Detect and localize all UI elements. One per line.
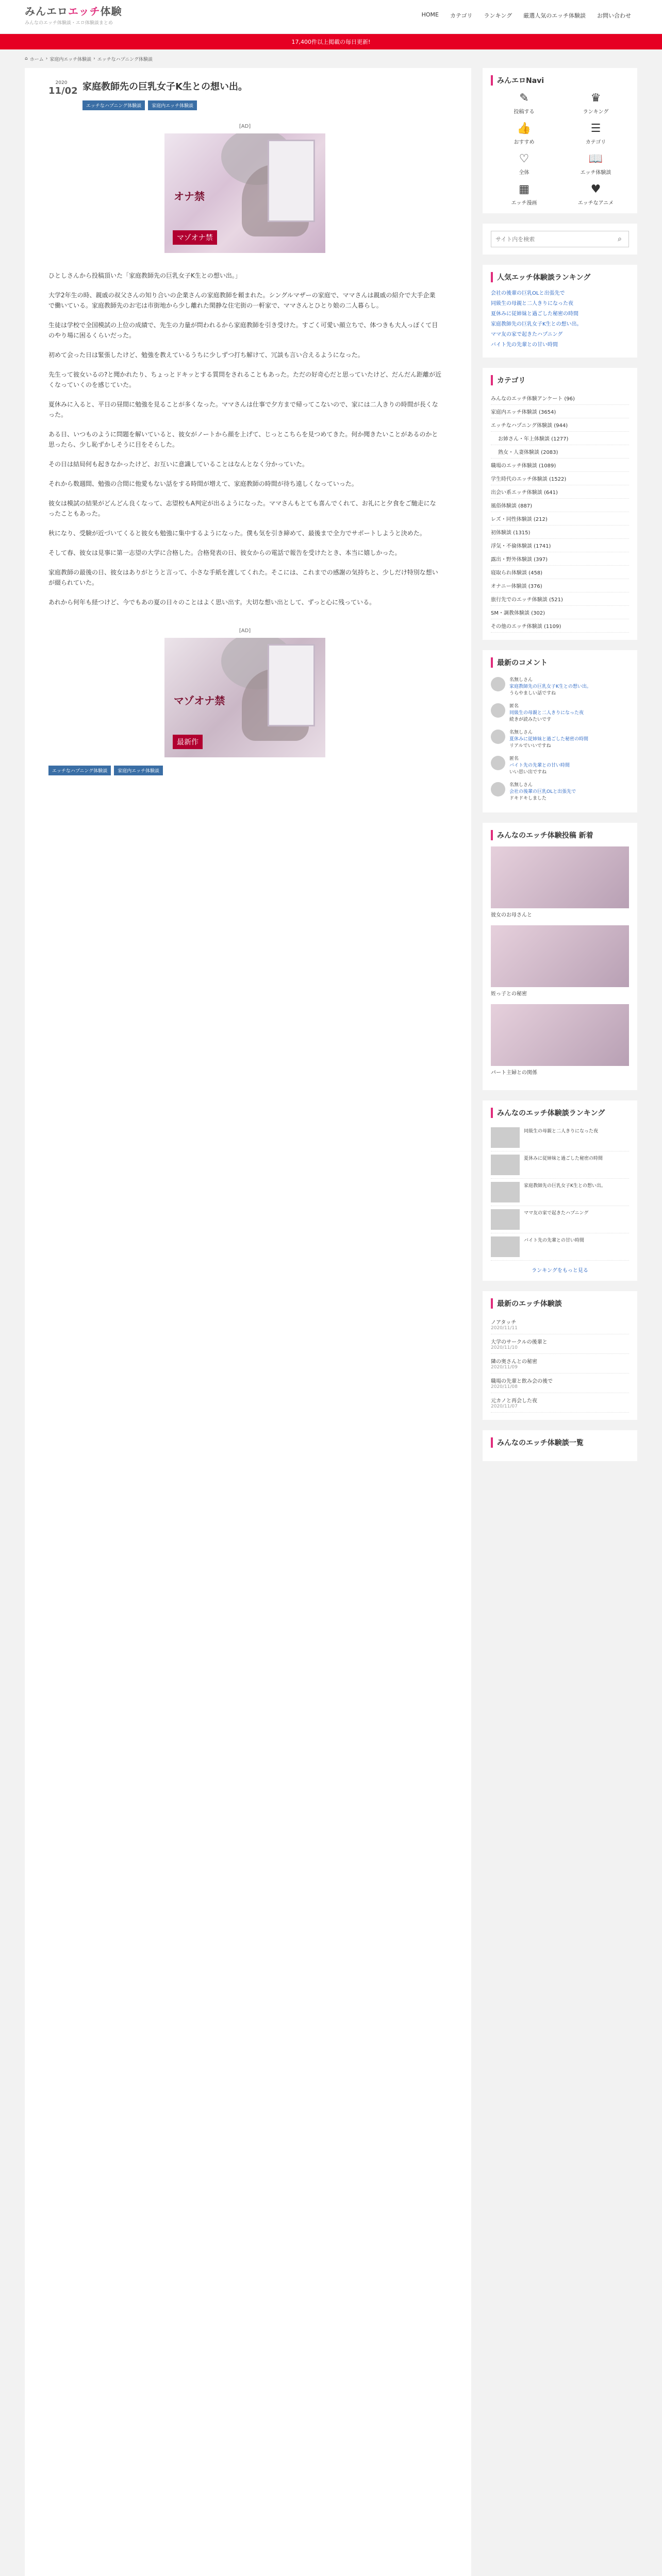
more-ranking-link[interactable]: ランキングをもっと見る [532,1268,588,1274]
pickup-thumbnail [491,846,629,908]
promo-banner[interactable] [0,34,662,49]
list-title: みんなのエッチ体験談一覧 [491,1437,629,1448]
ad-image[interactable] [164,133,325,253]
search-panel [483,224,637,255]
comment-body: いい思い出ですね [509,770,547,775]
ranking2-thumbnail [491,1127,520,1148]
comments-title: 最新のコメント [491,657,629,668]
pickup-caption: 彼女のお母さんと [491,912,532,918]
latest-date: 2020/11/08 [491,1384,518,1389]
category-item[interactable]: 初体験談 (1315) [491,526,629,539]
comment-text-block [509,730,588,750]
article-paragraph: 夏休みに入ると、平日の昼間に勉強を見ることが多くなった。ママさんは仕事で夕方まで帰ってこないので、家には二人きりの時間が長くなった。 [48,401,438,418]
latest-item[interactable] [491,1393,629,1413]
category-title: カテゴリ [491,375,629,385]
category-item[interactable]: 浮気・不倫体験談 (1741) [491,539,629,552]
ranking2-thumbnail [491,1209,520,1230]
ranking2-thumbnail [491,1236,520,1257]
logo-accent: エッチ [68,5,101,18]
bottom-tag-1[interactable]: エッチなハプニング体験談 [48,766,111,775]
search-input[interactable] [491,231,611,247]
ad-title: オナ禁 [174,190,205,202]
article-paragraph: 生徒は学校で全国模試の上位の成績で、先生の力量が問われるから家庭教師を引き受けた。すごく可愛い顔立ちで、体つきも大人っぽくて目のやり場に困るくらいだった。 [48,321,438,339]
comment-post-link[interactable]: 会社の後輩の巨乳OLと出張先で [509,789,576,794]
search-box [491,231,629,247]
ranking-item[interactable]: ママ友の家で起きたハプニング [491,332,563,337]
category-item[interactable]: 旅行先でのエッチ体験談 (521) [491,592,629,606]
logo-main: みんエロ [25,5,68,18]
article [25,68,471,2576]
ad-label-2: [AD] [239,628,251,634]
ranking-title: 人気エッチ体験談ランキング [491,272,629,282]
article-paragraph: あれから何年も経つけど、今でもあの夏の日々のことはよく思い出す。大切な想い出として、ずっと心に残っている。 [48,599,376,606]
ad-label: [AD] [239,124,251,129]
article-paragraph: 先生って彼女いるの?と聞かれたり、ちょっとドキッとする質問をされることもあった。ただの好奇心だと思っていたけど、だんだん距離が近くなっていくのを感じていた。 [48,371,442,388]
ranking2-label: 夏休みに従姉妹と過ごした秘密の時間 [524,1156,603,1161]
heart-icon: ♡ [519,152,529,165]
comment-author: 名無しさん [509,730,533,735]
navi-item-label: エッチ体験談 [580,170,611,176]
bottom-tags [48,766,441,775]
comment-body: 続きが読みたいです [509,717,552,722]
latest-date: 2020/11/07 [491,1404,518,1409]
comment-author: 名無しさん [509,677,533,683]
comment-author: 匿名 [509,704,519,709]
nav-popular[interactable]: 厳選人気のエッチ体験談 [523,12,586,19]
navi-title: みんエロNavi [491,75,629,86]
navi-item-label: おすすめ [514,140,535,145]
comment-post-link[interactable]: 夏休みに従姉妹と過ごした秘密の時間 [509,737,589,742]
article-paragraph: 秋になり、受験が近づいてくると彼女も勉強に集中するようになった。僕も気を引き締めて、最後まで全力でサポートしようと決めた。 [48,530,426,537]
ranking-panel [483,265,637,358]
navi-item-label: 投稿する [514,109,535,115]
post-tags [82,100,441,110]
thumb-icon: 👍 [517,122,532,135]
avatar [491,730,505,744]
comment-author: 匿名 [509,756,519,761]
ad-image-2[interactable] [164,638,325,757]
navi-item[interactable] [562,122,629,145]
category-item[interactable]: SM・調教体験談 (302) [491,606,629,619]
ranking-item[interactable]: 会社の後輩の巨乳OLと出張先で [491,291,565,296]
home-icon: ⌂ [25,56,28,61]
comment-text-block [509,756,570,776]
ranking2-item[interactable] [491,1124,629,1151]
crown-icon: ♛ [590,92,601,105]
comment-body: ドキドキしました [509,796,547,801]
article-paragraph: 初めて会った日は緊張したけど、勉強を教えているうちに少しずつ打ち解けて、冗談も言い合えるようになった。 [48,351,364,359]
navi-item-label: エッチ漫画 [511,200,537,206]
comment-item[interactable] [491,753,629,779]
avatar [491,677,505,691]
category-item[interactable]: オナニー体験談 (376) [491,579,629,592]
global-nav [422,11,631,20]
comment-text-block [509,703,584,723]
category-item[interactable]: みんなのエッチ体験アンケート (96) [491,392,629,405]
category-item[interactable]: 熟女・人妻体験談 (2083) [491,445,629,459]
ad2-badge: 最新作 [173,735,203,749]
navi-item-label: 全体 [519,170,529,176]
heart-outline-icon: ♥ [590,183,601,196]
navi-item[interactable] [491,92,557,115]
page-title: 家庭教師先の巨乳女子K生との想い出。 [82,81,247,92]
pickup-thumbnail [491,925,629,987]
breadcrumb: ⌂ ホーム › 家庭内エッチ体験談 › エッチなハプニング体験談 [25,56,153,62]
pencil-icon: ✎ [519,92,529,105]
nav-home[interactable]: HOME [421,11,439,18]
latest-item[interactable] [491,1334,629,1354]
comment-post-link[interactable]: 同級生の母親と二人きりになった夜 [509,710,584,716]
category-item[interactable]: 学生時代のエッチ体験談 (1522) [491,472,629,485]
latest-title: ノアタッチ [491,1320,517,1326]
nav-category[interactable]: カテゴリ [450,12,473,19]
category-item[interactable]: 寝取られ体験談 (458) [491,566,629,579]
comment-text-block [509,677,591,697]
ranking2-title: みんなのエッチ体験談ランキング [491,1108,629,1118]
pickup-caption: パート主婦との関係 [491,1070,537,1076]
search-icon[interactable]: ⌕ [618,235,622,243]
article-paragraph: ある日、いつものように問題を解いていると、彼女がノートから顔を上げて、じっとこちらを見つめてきた。何か聞きたいことがあるのかと思ったら、少し恥ずかしそうに目をそらした。 [48,431,438,448]
breadcrumb-home[interactable]: ホーム [29,57,44,62]
latest-date: 2020/11/10 [491,1345,518,1350]
ad-block [48,124,441,253]
latest-date: 2020/11/11 [491,1326,518,1331]
post-date [48,80,78,96]
avatar [491,703,505,718]
logo-end: 体験 [100,5,122,18]
pickup-item[interactable] [491,925,629,997]
latest-panel [483,1291,637,1420]
site-logo[interactable] [25,5,138,26]
article-paragraph: そして春、彼女は見事に第一志望の大学に合格した。合格発表の日、彼女からの電話で報告を受けたとき、本当に嬉しかった。 [48,549,401,556]
navi-item[interactable] [491,152,557,176]
ranking-item[interactable]: 家庭教師先の巨乳女子K生との想い出。 [491,321,582,327]
comment-post-link[interactable]: バイト先の先輩との甘い時間 [509,763,570,768]
category-item[interactable]: エッチなハプニング体験談 (944) [491,418,629,432]
navi-item[interactable] [562,92,629,115]
pickup-panel [483,823,637,1090]
ranking2-item[interactable] [491,1233,629,1261]
ad-block-2 [48,628,441,757]
navi-item[interactable] [562,183,629,206]
navi-item-label: カテゴリ [585,140,606,145]
latest-date: 2020/11/09 [491,1365,518,1370]
site-tagline: みんなのエッチ体験談・エロ体験談まとめ [25,21,113,26]
breadcrumb-category[interactable]: 家庭内エッチ体験談 [49,57,92,62]
latest-title: 元カノと再会した夜 [491,1398,537,1404]
navi-item-label: エッチなアニメ [577,200,614,206]
comment-body: リアルでいいですね [509,743,551,749]
tag-hapning[interactable]: エッチなハプニング体験談 [82,100,145,110]
ranking2-item[interactable] [491,1206,629,1233]
comment-item[interactable] [491,779,629,805]
banner-text: 17,400件以上掲載の毎日更新! [291,39,371,45]
latest-item[interactable] [491,1354,629,1374]
book-icon: 📖 [588,152,603,165]
article-paragraph: 大学2年生の時、親戚の叔父さんの知り合いの企業さんの家庭教師を頼まれた。シングルマザーの家庭で、ママさんは親戚の紹介で大手企業で働いている。家庭教師先のお宅は市街地から少し離れた閑静な住宅街の一軒家で、ママさんとひとり娘の二人暮らし。 [48,292,436,309]
category-item[interactable]: 風俗体験談 (887) [491,499,629,512]
article-body [48,270,441,607]
nav-contact[interactable]: お問い合わせ [597,12,631,19]
pickup-item[interactable] [491,846,629,918]
pickup-caption: 姪っ子との秘密 [491,991,527,997]
article-paragraph: その日は結局何も起きなかったけど、お互いに意識していることはなんとなく分かっていた。 [48,461,309,468]
latest-title: 職場の先輩と飲み会の後で [491,1379,553,1384]
comment-text-block [509,782,576,802]
category-panel [483,368,637,640]
ad-badge: マゾオナ禁 [173,230,217,245]
latest-item[interactable] [491,1315,629,1334]
post-year: 2020 [55,80,68,86]
ranking2-label: バイト先の先輩との甘い時間 [524,1238,585,1243]
grid-icon: ▦ [519,183,529,196]
tag-family[interactable]: 家庭内エッチ体験談 [148,100,197,110]
category-item[interactable]: 職場のエッチ体験談 (1089) [491,459,629,472]
avatar [491,756,505,770]
category-item[interactable]: 露出・野外体験談 (397) [491,552,629,566]
category-item[interactable]: レズ・同性体験談 (212) [491,512,629,526]
ranking-item[interactable]: 同級生の母親と二人きりになった夜 [491,301,573,307]
list-icon: ☰ [590,122,601,135]
navi-panel [483,68,637,213]
site-header [0,0,662,34]
category-item[interactable]: 家庭内エッチ体験談 (3654) [491,405,629,418]
navi-item[interactable] [562,152,629,176]
pickup-item[interactable] [491,1004,629,1076]
ranking2-thumbnail [491,1182,520,1202]
comment-item[interactable] [491,674,629,700]
ranking-item[interactable]: 夏休みに従姉妹と過ごした秘密の時間 [491,311,578,317]
ranking2-item[interactable] [491,1151,629,1179]
bottom-tag-2[interactable]: 家庭内エッチ体験談 [114,766,163,775]
ranking2-label: 同級生の母親と二人きりになった夜 [524,1129,599,1134]
ranking2-thumbnail [491,1155,520,1175]
post-monthday: 11/02 [48,86,78,96]
ranking2-item[interactable] [491,1179,629,1206]
comment-item[interactable] [491,700,629,726]
ranking2-panel [483,1100,637,1281]
category-item[interactable]: 出会い系エッチ体験談 (641) [491,485,629,499]
latest-title: 隣の奥さんとの秘密 [491,1359,537,1365]
category-item[interactable]: お姉さん・年上体験談 (1277) [491,432,629,445]
breadcrumb-subcategory[interactable]: エッチなハプニング体験談 [97,57,153,62]
comment-item[interactable] [491,726,629,753]
list-panel [483,1430,637,1461]
category-item[interactable]: その他のエッチ体験談 (1109) [491,619,629,633]
pickup-title: みんなのエッチ体験投稿 新着 [491,830,629,840]
ranking2-label: ママ友の家で起きたハプニング [524,1211,589,1216]
comment-body: うらやましい話ですね [509,691,556,696]
comment-post-link[interactable]: 家庭教師先の巨乳女子K生との想い出。 [509,684,591,689]
latest-item[interactable] [491,1374,629,1393]
pickup-thumbnail [491,1004,629,1066]
ad2-title: マゾオナ禁 [174,694,225,707]
comments-panel [483,650,637,812]
navi-item-label: ランキング [583,109,609,115]
avatar [491,782,505,796]
navi-item[interactable] [491,183,557,206]
article-paragraph: それから数週間、勉強の合間に他愛もない話をする時間が増えて、家庭教師の時間が待ち遠しくなっていった。 [48,480,358,487]
article-paragraph: 彼女は模試の結果がどんどん良くなって、志望校もA判定が出るようになった。ママさんもとても喜んでくれて、お礼にと夕食をご馳走になったこともあった。 [48,500,436,517]
ranking-item[interactable]: バイト先の先輩との甘い時間 [491,342,558,348]
article-paragraph: 家庭教師の最後の日、彼女はありがとうと言って、小さな手紙を渡してくれた。そこには、これまでの感謝の気持ちと、少しだけ特別な想いが綴られていた。 [48,569,438,586]
navi-item[interactable] [491,122,557,145]
ranking2-label: 家庭教師先の巨乳女子K生との想い出。 [524,1183,606,1189]
latest-title: 最新のエッチ体験談 [491,1298,629,1309]
comment-author: 名無しさん [509,783,533,788]
article-paragraph: ひとしさんから投稿頂いた「家庭教師先の巨乳女子K生との想い出。」 [48,272,241,279]
latest-title: 大学のサークルの後輩と [491,1340,548,1345]
nav-ranking[interactable]: ランキング [484,12,512,19]
sidebar [483,68,637,1471]
